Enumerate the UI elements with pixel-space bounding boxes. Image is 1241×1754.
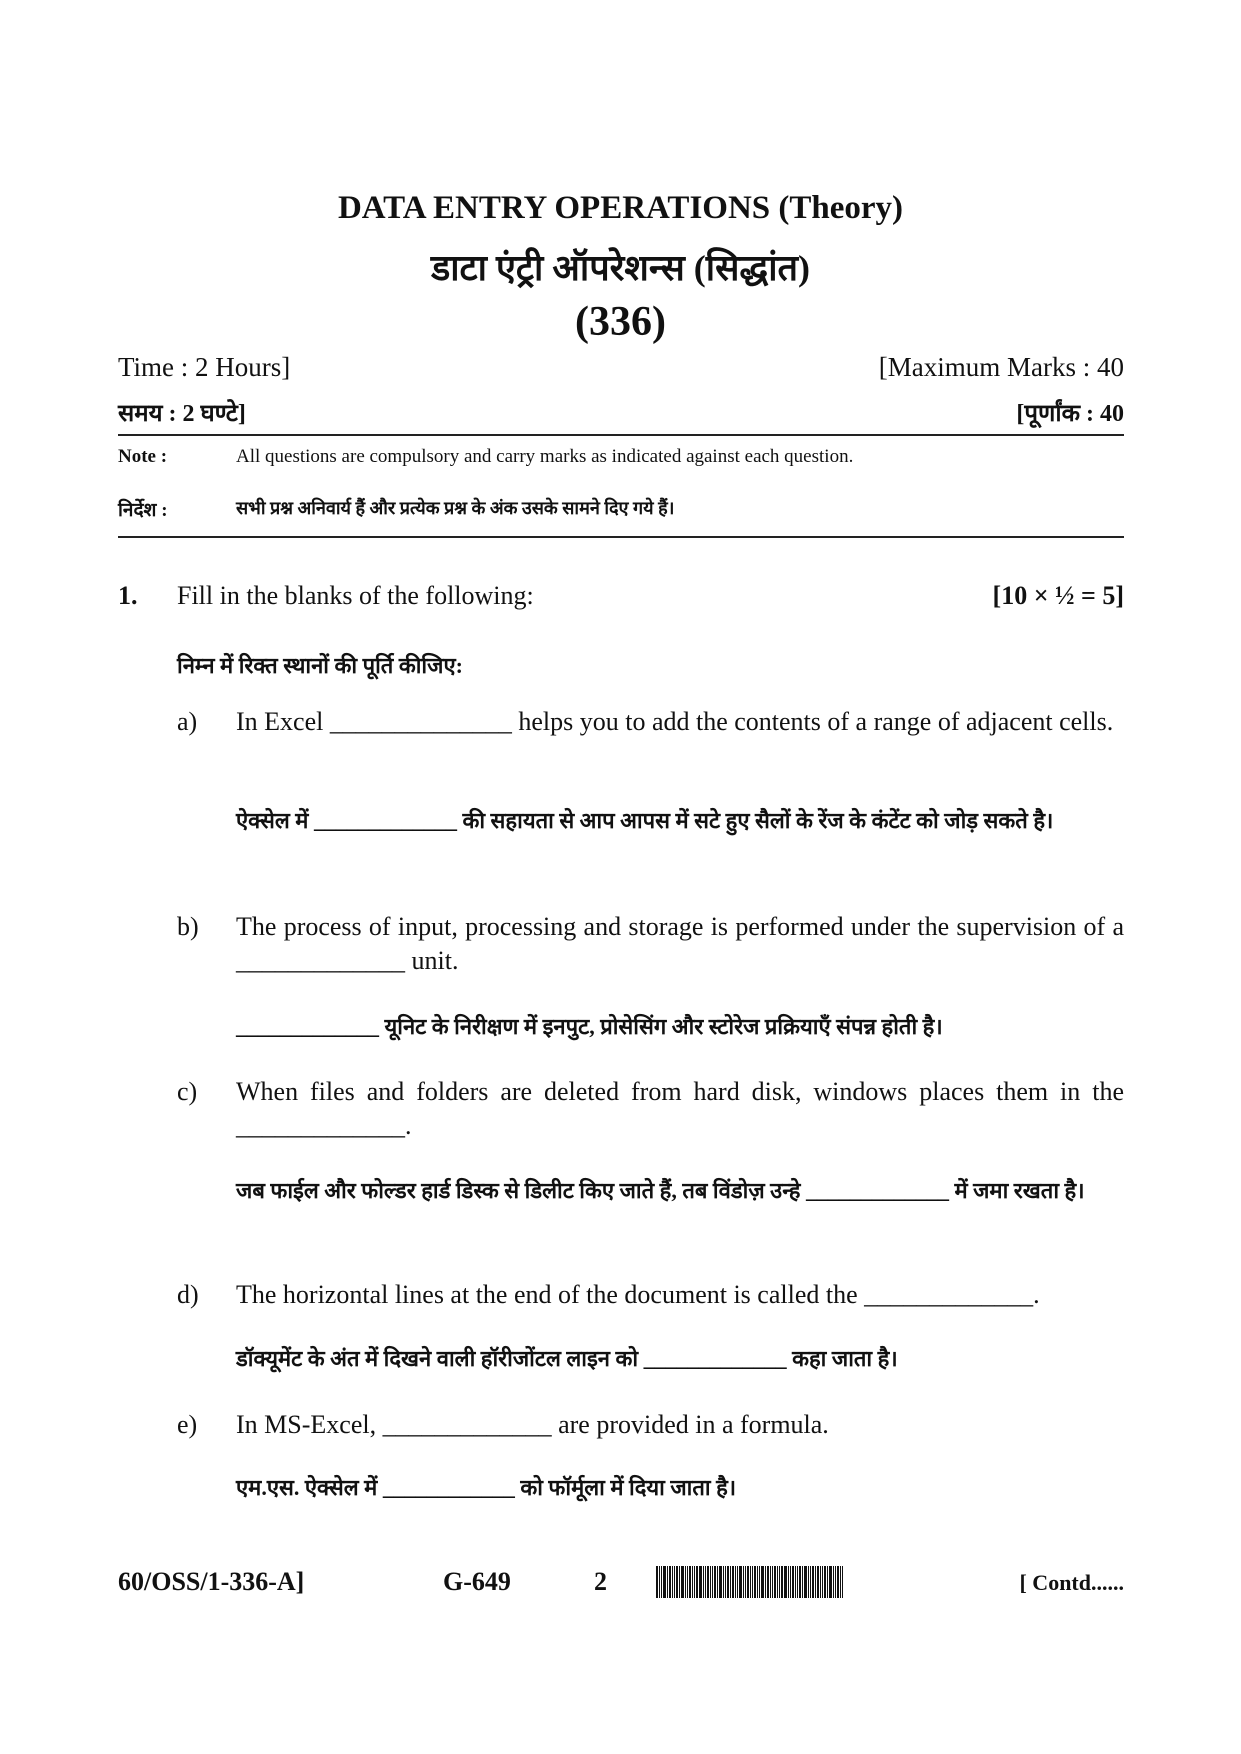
barcode-bar (759, 1566, 760, 1598)
barcode-bar (667, 1566, 668, 1598)
barcode-bar (692, 1566, 693, 1598)
question-text-hindi: निम्न में रिक्त स्थानों की पूर्ति कीजिए: (177, 653, 463, 678)
barcode-bar (824, 1566, 826, 1598)
barcode-bar (717, 1566, 718, 1598)
barcode-bar (743, 1566, 744, 1598)
barcode-bar (815, 1566, 816, 1598)
barcode-bar (737, 1566, 738, 1598)
page-number: 2 (594, 1567, 607, 1596)
part-text-english: In MS-Excel, _____________ are provided in a formula. (236, 1410, 829, 1439)
barcode-bar (712, 1566, 713, 1598)
barcode-bar (767, 1566, 769, 1598)
barcode-bar (804, 1566, 807, 1598)
time-hindi: समय : 2 घण्टे] (118, 401, 246, 427)
barcode-bar (833, 1566, 834, 1598)
barcode-bar (739, 1566, 742, 1598)
note-text-hindi: सभी प्रश्न अनिवार्य हैं और प्रत्येक प्रश्न के अंक उसके सामने दिए गये हैं। (236, 498, 675, 518)
barcode-bar (820, 1566, 821, 1598)
barcode-bar (770, 1566, 771, 1598)
barcode-bar (752, 1566, 753, 1598)
barcode-bar (703, 1566, 704, 1598)
barcode-bar (669, 1566, 671, 1598)
barcode-bar (812, 1566, 814, 1598)
note-text: All questions are compulsory and carry marks as indicated against each question. (236, 446, 854, 467)
note-label-hindi: निर्देश : (118, 500, 168, 521)
barcode-bar (710, 1566, 711, 1598)
barcode-bar (777, 1566, 778, 1598)
barcode-bar (659, 1566, 660, 1598)
barcode-bar (750, 1566, 751, 1598)
max-marks-hindi: [पूर्णांक : 40 (1016, 401, 1124, 427)
part-label: b) (177, 912, 199, 941)
paper-code: 60/OSS/1-336-A] (118, 1567, 305, 1596)
barcode-bar (679, 1566, 680, 1598)
barcode-bar (727, 1566, 729, 1598)
barcode-bar (705, 1566, 706, 1598)
part-label: a) (177, 707, 198, 736)
barcode-bar (784, 1566, 787, 1598)
barcode-bar (822, 1566, 823, 1598)
barcode-bar (723, 1566, 724, 1598)
barcode-bar (840, 1566, 841, 1598)
barcode-bar (687, 1566, 688, 1598)
continued-marker: [ Contd...... (1019, 1570, 1124, 1595)
barcode-bar (719, 1566, 722, 1598)
paper-title-english: DATA ENTRY OPERATIONS (Theory) (337, 190, 904, 226)
part-label: d) (177, 1280, 199, 1309)
barcode-bar (694, 1566, 695, 1598)
series-code: G-649 (443, 1567, 511, 1596)
barcode-bar (745, 1566, 746, 1598)
note-label: Note : (118, 446, 168, 467)
barcode-bar (765, 1566, 766, 1598)
barcode-bar (725, 1566, 726, 1598)
barcode-bar (781, 1566, 783, 1598)
note-divider (118, 536, 1124, 538)
barcode-bar (842, 1566, 843, 1598)
barcode-bar (676, 1566, 678, 1598)
part-text-english: The process of input, processing and storage is performed under the supervision of a _____________ unit. (236, 912, 1124, 975)
barcode-bar (672, 1566, 673, 1598)
subject-code: (336) (575, 299, 666, 345)
barcode-bar (757, 1566, 758, 1598)
part-text-hindi: डॉक्यूमेंट के अंत में दिखने वाली हॉरीजोंटल लाइन को _____________ कहा जाता है। (236, 1346, 898, 1371)
barcode (656, 1566, 900, 1598)
barcode-bar (837, 1566, 839, 1598)
barcode-bar (663, 1566, 666, 1598)
barcode-bar (747, 1566, 749, 1598)
barcode-bar (779, 1566, 780, 1598)
question-marks: [10 × ½ = 5] (992, 581, 1124, 610)
barcode-bar (802, 1566, 803, 1598)
barcode-bar (795, 1566, 796, 1598)
barcode-bar (817, 1566, 819, 1598)
part-text-hindi: जब फाईल और फोल्डर हार्ड डिस्क से डिलीट किए जाते हैं, तब विंडोज़ उन्हे _____________ में जमा रखता है। (236, 1178, 1085, 1203)
part-text-english: The horizontal lines at the end of the document is called the _____________. (236, 1280, 1040, 1309)
barcode-bar (788, 1566, 789, 1598)
barcode-bar (699, 1566, 702, 1598)
part-text-hindi: ऐक्सेल में _____________ की सहायता से आप आपस में सटे हुए सैलों के रेंज के कंटेंट को जोड़ सकते है। (236, 808, 1054, 833)
barcode-bar (797, 1566, 798, 1598)
question-text: Fill in the blanks of the following: (177, 581, 534, 610)
barcode-bar (732, 1566, 734, 1598)
barcode-bar (735, 1566, 736, 1598)
barcode-bar (754, 1566, 756, 1598)
barcode-bar (761, 1566, 764, 1598)
part-label: c) (177, 1077, 198, 1106)
barcode-bar (714, 1566, 716, 1598)
barcode-bar (799, 1566, 801, 1598)
part-text-hindi: _____________ यूनिट के निरीक्षण में इनपुट, प्रोसेसिंग और स्टोरेज प्रक्रियाएँ संपन्न होती है। (236, 1014, 943, 1039)
part-label: e) (177, 1410, 198, 1439)
barcode-bar (774, 1566, 776, 1598)
part-text-english: In Excel ______________ helps you to add the contents of a range of adjacent cells. (236, 707, 1114, 736)
barcode-bar (656, 1566, 658, 1598)
max-marks-english: [Maximum Marks : 40 (878, 352, 1124, 382)
part-text-english: When files and folders are deleted from hard disk, windows places them in the _____________. (236, 1077, 1124, 1140)
barcode-bar (696, 1566, 698, 1598)
barcode-bar (792, 1566, 794, 1598)
barcode-bar (772, 1566, 773, 1598)
barcode-bar (835, 1566, 836, 1598)
barcode-bar (827, 1566, 828, 1598)
barcode-bar (829, 1566, 832, 1598)
barcode-bar (674, 1566, 675, 1598)
barcode-bar (685, 1566, 686, 1598)
barcode-bar (689, 1566, 691, 1598)
barcode-bar (681, 1566, 684, 1598)
time-english: Time : 2 Hours] (118, 352, 291, 382)
question-number: 1. (118, 581, 138, 610)
barcode-bar (707, 1566, 709, 1598)
barcode-bar (790, 1566, 791, 1598)
barcode-bar (810, 1566, 811, 1598)
barcode-bar (730, 1566, 731, 1598)
part-text-hindi: एम.एस. ऐक्सेल में ____________ को फॉर्मूला में दिया जाता है। (236, 1475, 737, 1500)
paper-title-hindi: डाटा एंट्री ऑपरेशन्स (सिद्धांत) (430, 248, 811, 288)
header-divider (118, 434, 1124, 436)
barcode-bar (808, 1566, 809, 1598)
barcode-bar (661, 1566, 662, 1598)
